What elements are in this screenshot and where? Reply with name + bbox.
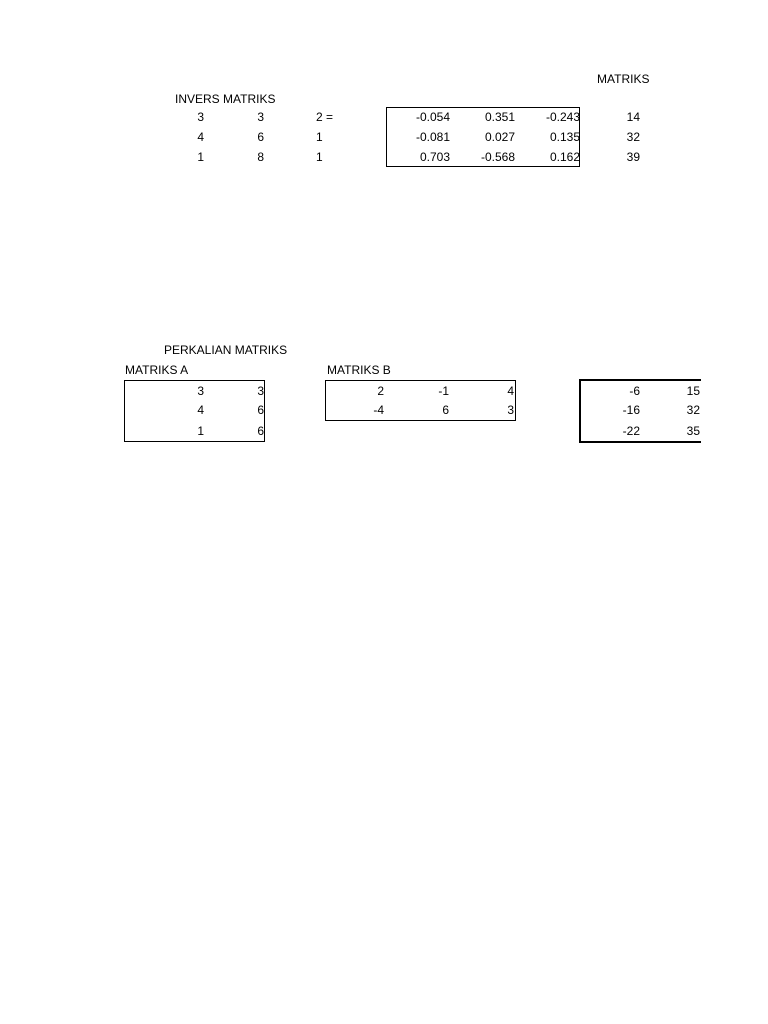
result-cell: 39	[626, 150, 640, 164]
input-cell: 3	[197, 110, 204, 124]
input-cell: 1	[316, 150, 323, 164]
input-cell: 2 =	[316, 110, 334, 124]
input-cell: 3	[257, 110, 264, 124]
inverse-cell: 0.027	[484, 130, 515, 144]
inverse-cell: -0.568	[480, 150, 515, 164]
matrix-a-label: MATRIKS A	[125, 363, 189, 377]
result-cell: 32	[626, 130, 640, 144]
matrix-a-cell: 3	[197, 384, 204, 398]
matrix-b-cell: -1	[438, 384, 449, 398]
product-cell: -6	[629, 384, 640, 398]
matrix-b-cell: 3	[507, 403, 514, 417]
inverse-cell: 0.162	[549, 150, 580, 164]
input-cell: 8	[257, 150, 264, 164]
product-cell: 32	[686, 403, 700, 417]
product-cell: 15	[686, 384, 700, 398]
inverse-cell: -0.243	[545, 110, 580, 124]
inverse-cell: 0.351	[484, 110, 515, 124]
matrix-b-cell: 6	[442, 403, 449, 417]
matriks-label: MATRIKS	[597, 72, 650, 86]
input-cell: 4	[197, 130, 204, 144]
inverse-cell: 0.703	[419, 150, 450, 164]
matrix-b-cell: -4	[373, 403, 384, 417]
product-cell: -22	[622, 424, 640, 438]
inverse-title: INVERS MATRIKS	[175, 92, 276, 106]
matrix-b-cell: 4	[507, 384, 514, 398]
inverse-cell: -0.081	[415, 130, 450, 144]
matrix-a-cell: 6	[257, 424, 264, 438]
matrix-b-label: MATRIKS B	[327, 363, 391, 377]
multiplication-title: PERKALIAN MATRIKS	[164, 343, 288, 357]
input-cell: 6	[257, 130, 264, 144]
matrix-a-cell: 1	[197, 424, 204, 438]
matrix-b-cell: 2	[377, 384, 384, 398]
inverse-cell: 0.135	[549, 130, 580, 144]
matrix-a-cell: 6	[257, 403, 264, 417]
result-cell: 14	[626, 110, 640, 124]
input-cell: 1	[197, 150, 204, 164]
matrix-a-cell: 3	[257, 384, 264, 398]
product-cell: -16	[622, 403, 640, 417]
product-cell: 35	[686, 424, 700, 438]
inverse-cell: -0.054	[415, 110, 450, 124]
matrix-a-cell: 4	[197, 403, 204, 417]
input-cell: 1	[316, 130, 323, 144]
